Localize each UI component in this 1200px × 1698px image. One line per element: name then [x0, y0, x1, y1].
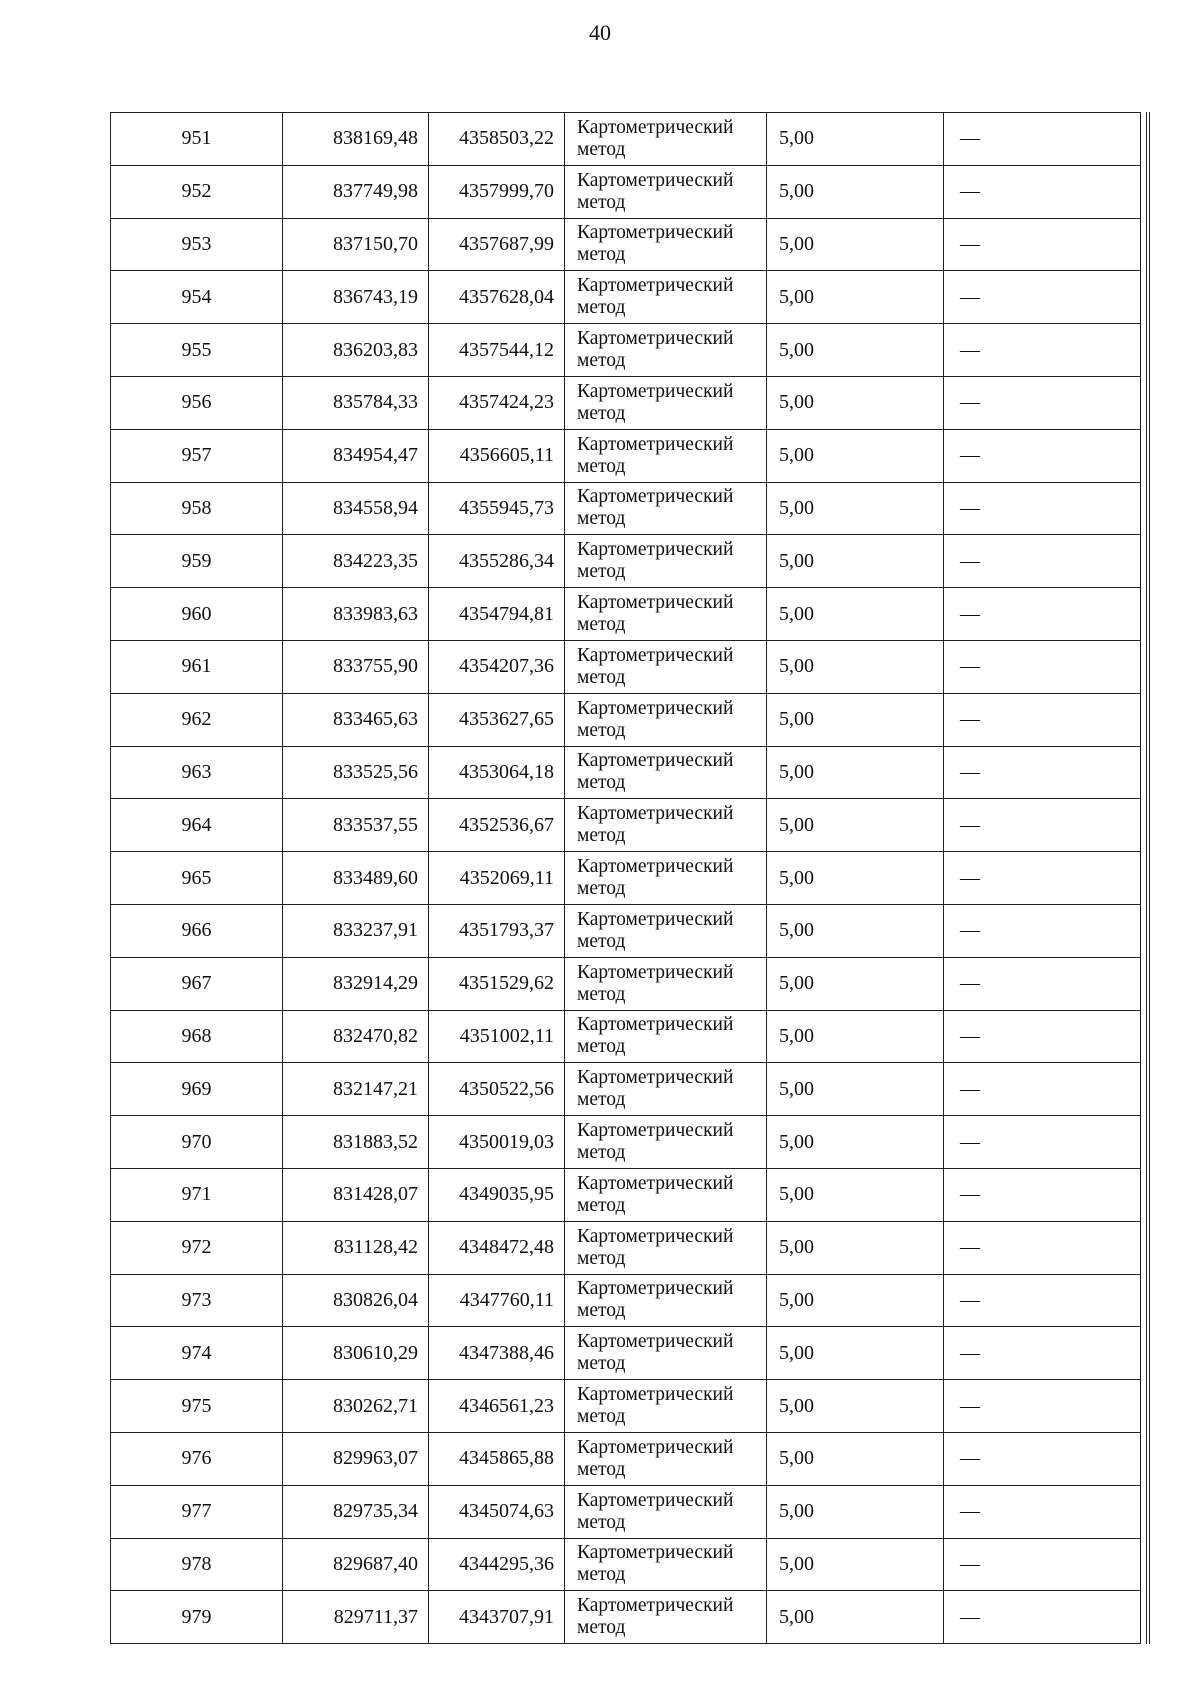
table-row	[111, 1380, 1141, 1433]
y-coordinate-cell: 4344295,36	[429, 1538, 565, 1591]
x-coordinate-cell: 830826,04	[283, 1274, 429, 1327]
point-number-cell: 973	[111, 1274, 283, 1327]
accuracy-cell: 5,00	[767, 218, 944, 271]
y-coordinate-cell: 4355945,73	[429, 482, 565, 535]
accuracy-cell: 5,00	[767, 1485, 944, 1538]
page-number: 40	[589, 20, 611, 45]
note-cell: —	[944, 482, 1141, 535]
coordinates-table	[110, 112, 1141, 1644]
x-coordinate-cell: 832147,21	[283, 1063, 429, 1116]
table-row	[111, 1538, 1141, 1591]
note-cell: —	[944, 429, 1141, 482]
note-cell: —	[944, 1010, 1141, 1063]
point-number-cell: 974	[111, 1327, 283, 1380]
method-cell: Картометрический метод	[565, 324, 767, 377]
method-cell: Картометрический метод	[565, 1010, 767, 1063]
note-cell: —	[944, 165, 1141, 218]
table-row	[111, 113, 1141, 166]
method-cell: Картометрический метод	[565, 1538, 767, 1591]
point-number-cell: 956	[111, 376, 283, 429]
note-cell: —	[944, 1274, 1141, 1327]
method-cell: Картометрический метод	[565, 376, 767, 429]
accuracy-cell: 5,00	[767, 588, 944, 641]
table-row	[111, 482, 1141, 535]
method-cell: Картометрический метод	[565, 852, 767, 905]
method-cell: Картометрический метод	[565, 218, 767, 271]
point-number-cell: 964	[111, 799, 283, 852]
x-coordinate-cell: 832470,82	[283, 1010, 429, 1063]
y-coordinate-cell: 4343707,91	[429, 1591, 565, 1644]
x-coordinate-cell: 837749,98	[283, 165, 429, 218]
coordinates-table-wrapper	[110, 112, 1150, 1644]
point-number-cell: 972	[111, 1221, 283, 1274]
method-cell: Картометрический метод	[565, 1274, 767, 1327]
y-coordinate-cell: 4357999,70	[429, 165, 565, 218]
y-coordinate-cell: 4350019,03	[429, 1116, 565, 1169]
accuracy-cell: 5,00	[767, 1327, 944, 1380]
y-coordinate-cell: 4357687,99	[429, 218, 565, 271]
method-cell: Картометрический метод	[565, 165, 767, 218]
y-coordinate-cell: 4350522,56	[429, 1063, 565, 1116]
point-number-cell: 969	[111, 1063, 283, 1116]
y-coordinate-cell: 4354794,81	[429, 588, 565, 641]
note-cell: —	[944, 1538, 1141, 1591]
method-cell: Картометрический метод	[565, 904, 767, 957]
x-coordinate-cell: 833525,56	[283, 746, 429, 799]
note-cell: —	[944, 1327, 1141, 1380]
y-coordinate-cell: 4357424,23	[429, 376, 565, 429]
method-cell: Картометрический метод	[565, 1063, 767, 1116]
y-coordinate-cell: 4349035,95	[429, 1168, 565, 1221]
point-number-cell: 959	[111, 535, 283, 588]
table-row	[111, 1063, 1141, 1116]
point-number-cell: 979	[111, 1591, 283, 1644]
x-coordinate-cell: 833489,60	[283, 852, 429, 905]
accuracy-cell: 5,00	[767, 376, 944, 429]
point-number-cell: 962	[111, 693, 283, 746]
y-coordinate-cell: 4351793,37	[429, 904, 565, 957]
table-row	[111, 746, 1141, 799]
y-coordinate-cell: 4357628,04	[429, 271, 565, 324]
note-cell: —	[944, 588, 1141, 641]
point-number-cell: 958	[111, 482, 283, 535]
x-coordinate-cell: 834223,35	[283, 535, 429, 588]
method-cell: Картометрический метод	[565, 588, 767, 641]
method-cell: Картометрический метод	[565, 1168, 767, 1221]
accuracy-cell: 5,00	[767, 1168, 944, 1221]
note-cell: —	[944, 904, 1141, 957]
y-coordinate-cell: 4345865,88	[429, 1432, 565, 1485]
table-row	[111, 429, 1141, 482]
accuracy-cell: 5,00	[767, 1221, 944, 1274]
note-cell: —	[944, 1221, 1141, 1274]
table-row	[111, 799, 1141, 852]
accuracy-cell: 5,00	[767, 904, 944, 957]
accuracy-cell: 5,00	[767, 746, 944, 799]
method-cell: Картометрический метод	[565, 1380, 767, 1433]
note-cell: —	[944, 746, 1141, 799]
y-coordinate-cell: 4352069,11	[429, 852, 565, 905]
table-row	[111, 218, 1141, 271]
y-coordinate-cell: 4353064,18	[429, 746, 565, 799]
x-coordinate-cell: 837150,70	[283, 218, 429, 271]
method-cell: Картометрический метод	[565, 1327, 767, 1380]
y-coordinate-cell: 4357544,12	[429, 324, 565, 377]
x-coordinate-cell: 834558,94	[283, 482, 429, 535]
accuracy-cell: 5,00	[767, 693, 944, 746]
accuracy-cell: 5,00	[767, 1063, 944, 1116]
note-cell: —	[944, 1168, 1141, 1221]
accuracy-cell: 5,00	[767, 324, 944, 377]
x-coordinate-cell: 829735,34	[283, 1485, 429, 1538]
x-coordinate-cell: 834954,47	[283, 429, 429, 482]
x-coordinate-cell: 833537,55	[283, 799, 429, 852]
method-cell: Картометрический метод	[565, 957, 767, 1010]
note-cell: —	[944, 324, 1141, 377]
accuracy-cell: 5,00	[767, 165, 944, 218]
table-row	[111, 957, 1141, 1010]
x-coordinate-cell: 829711,37	[283, 1591, 429, 1644]
table-body	[111, 113, 1141, 1644]
accuracy-cell: 5,00	[767, 1274, 944, 1327]
method-cell: Картометрический метод	[565, 113, 767, 166]
method-cell: Картометрический метод	[565, 746, 767, 799]
table-row	[111, 1010, 1141, 1063]
table-row	[111, 1168, 1141, 1221]
y-coordinate-cell: 4355286,34	[429, 535, 565, 588]
note-cell: —	[944, 640, 1141, 693]
table-row	[111, 1485, 1141, 1538]
table-row	[111, 1274, 1141, 1327]
point-number-cell: 978	[111, 1538, 283, 1591]
x-coordinate-cell: 829963,07	[283, 1432, 429, 1485]
accuracy-cell: 5,00	[767, 1010, 944, 1063]
x-coordinate-cell: 838169,48	[283, 113, 429, 166]
method-cell: Картометрический метод	[565, 1221, 767, 1274]
accuracy-cell: 5,00	[767, 429, 944, 482]
y-coordinate-cell: 4351529,62	[429, 957, 565, 1010]
method-cell: Картометрический метод	[565, 1116, 767, 1169]
x-coordinate-cell: 833983,63	[283, 588, 429, 641]
note-cell: —	[944, 957, 1141, 1010]
table-row	[111, 852, 1141, 905]
x-coordinate-cell: 829687,40	[283, 1538, 429, 1591]
table-row	[111, 1327, 1141, 1380]
point-number-cell: 951	[111, 113, 283, 166]
accuracy-cell: 5,00	[767, 799, 944, 852]
y-coordinate-cell: 4354207,36	[429, 640, 565, 693]
table-row	[111, 324, 1141, 377]
accuracy-cell: 5,00	[767, 852, 944, 905]
note-cell: —	[944, 535, 1141, 588]
note-cell: —	[944, 113, 1141, 166]
y-coordinate-cell: 4351002,11	[429, 1010, 565, 1063]
accuracy-cell: 5,00	[767, 957, 944, 1010]
accuracy-cell: 5,00	[767, 1380, 944, 1433]
accuracy-cell: 5,00	[767, 1591, 944, 1644]
point-number-cell: 970	[111, 1116, 283, 1169]
point-number-cell: 977	[111, 1485, 283, 1538]
y-coordinate-cell: 4352536,67	[429, 799, 565, 852]
table-row	[111, 165, 1141, 218]
note-cell: —	[944, 218, 1141, 271]
x-coordinate-cell: 833465,63	[283, 693, 429, 746]
point-number-cell: 957	[111, 429, 283, 482]
note-cell: —	[944, 1485, 1141, 1538]
table-row	[111, 904, 1141, 957]
x-coordinate-cell: 833237,91	[283, 904, 429, 957]
table-row	[111, 1432, 1141, 1485]
accuracy-cell: 5,00	[767, 535, 944, 588]
y-coordinate-cell: 4346561,23	[429, 1380, 565, 1433]
table-row	[111, 535, 1141, 588]
note-cell: —	[944, 1063, 1141, 1116]
note-cell: —	[944, 271, 1141, 324]
table-row	[111, 1221, 1141, 1274]
x-coordinate-cell: 831128,42	[283, 1221, 429, 1274]
accuracy-cell: 5,00	[767, 113, 944, 166]
y-coordinate-cell: 4356605,11	[429, 429, 565, 482]
x-coordinate-cell: 831883,52	[283, 1116, 429, 1169]
accuracy-cell: 5,00	[767, 482, 944, 535]
accuracy-cell: 5,00	[767, 1116, 944, 1169]
method-cell: Картометрический метод	[565, 482, 767, 535]
point-number-cell: 968	[111, 1010, 283, 1063]
y-coordinate-cell: 4347760,11	[429, 1274, 565, 1327]
note-cell: —	[944, 1116, 1141, 1169]
point-number-cell: 954	[111, 271, 283, 324]
method-cell: Картометрический метод	[565, 429, 767, 482]
table-row	[111, 271, 1141, 324]
note-cell: —	[944, 1380, 1141, 1433]
y-coordinate-cell: 4353627,65	[429, 693, 565, 746]
method-cell: Картометрический метод	[565, 535, 767, 588]
note-cell: —	[944, 1591, 1141, 1644]
x-coordinate-cell: 833755,90	[283, 640, 429, 693]
method-cell: Картометрический метод	[565, 1485, 767, 1538]
point-number-cell: 975	[111, 1380, 283, 1433]
table-row	[111, 376, 1141, 429]
accuracy-cell: 5,00	[767, 640, 944, 693]
point-number-cell: 967	[111, 957, 283, 1010]
x-coordinate-cell: 831428,07	[283, 1168, 429, 1221]
table-row	[111, 1116, 1141, 1169]
point-number-cell: 971	[111, 1168, 283, 1221]
note-cell: —	[944, 693, 1141, 746]
table-row	[111, 588, 1141, 641]
point-number-cell: 966	[111, 904, 283, 957]
accuracy-cell: 5,00	[767, 1432, 944, 1485]
x-coordinate-cell: 830262,71	[283, 1380, 429, 1433]
y-coordinate-cell: 4358503,22	[429, 113, 565, 166]
x-coordinate-cell: 832914,29	[283, 957, 429, 1010]
x-coordinate-cell: 836743,19	[283, 271, 429, 324]
point-number-cell: 953	[111, 218, 283, 271]
note-cell: —	[944, 799, 1141, 852]
x-coordinate-cell: 830610,29	[283, 1327, 429, 1380]
y-coordinate-cell: 4345074,63	[429, 1485, 565, 1538]
method-cell: Картометрический метод	[565, 693, 767, 746]
table-row	[111, 1591, 1141, 1644]
method-cell: Картометрический метод	[565, 271, 767, 324]
note-cell: —	[944, 852, 1141, 905]
table-row	[111, 640, 1141, 693]
method-cell: Картометрический метод	[565, 640, 767, 693]
accuracy-cell: 5,00	[767, 271, 944, 324]
method-cell: Картометрический метод	[565, 1591, 767, 1644]
point-number-cell: 976	[111, 1432, 283, 1485]
point-number-cell: 960	[111, 588, 283, 641]
point-number-cell: 952	[111, 165, 283, 218]
accuracy-cell: 5,00	[767, 1538, 944, 1591]
method-cell: Картометрический метод	[565, 799, 767, 852]
note-cell: —	[944, 376, 1141, 429]
table-row	[111, 693, 1141, 746]
x-coordinate-cell: 835784,33	[283, 376, 429, 429]
x-coordinate-cell: 836203,83	[283, 324, 429, 377]
note-cell: —	[944, 1432, 1141, 1485]
method-cell: Картометрический метод	[565, 1432, 767, 1485]
y-coordinate-cell: 4348472,48	[429, 1221, 565, 1274]
point-number-cell: 965	[111, 852, 283, 905]
point-number-cell: 955	[111, 324, 283, 377]
y-coordinate-cell: 4347388,46	[429, 1327, 565, 1380]
point-number-cell: 963	[111, 746, 283, 799]
point-number-cell: 961	[111, 640, 283, 693]
